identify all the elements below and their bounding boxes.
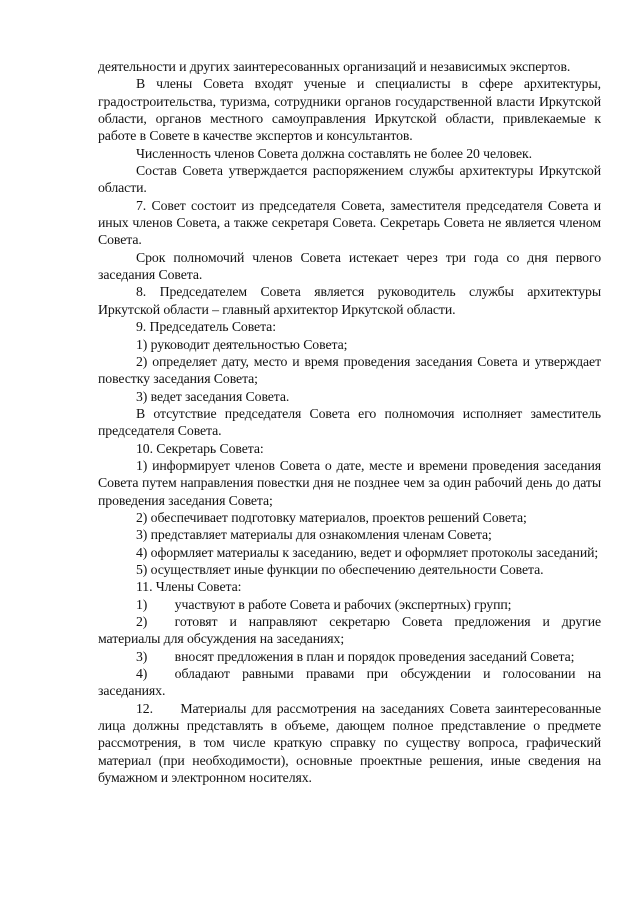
paragraph: деятельности и других заинтересованных организаций и независимых экспертов. (98, 59, 571, 74)
paragraph: Состав Совета утверждается распоряжением службы архитектуры Иркутской области. (98, 163, 601, 196)
list-item: 1) участвуют в работе Совета и рабочих (экспертных) групп; (136, 596, 512, 612)
paragraph: 10. Секретарь Совета: (136, 440, 264, 456)
list-item: 4) оформляет материалы к заседанию, ведет и оформляет протоколы заседаний; (136, 544, 599, 560)
list-item: 1) информирует членов Совета о дате, месте и времени проведения заседания Совета путем направления повестки дня не позднее чем за один рабочий день до даты проведения заседания Совета; (98, 457, 601, 508)
paragraph: 12. Материалы для рассмотрения на заседаниях Совета заинтересованные лица должны представлять в объеме, дающем полное представление о предмете рассмотрения, в том числе краткую справку по существу вопроса, графический материал (при необходимости), основные проектные решения, иные сведения на бумажном и электронном носителях. (98, 700, 601, 786)
list-item: 3) ведет заседания Совета. (136, 388, 290, 404)
list-item: 2) обеспечивает подготовку материалов, проектов решений Совета; (136, 509, 527, 525)
list-item: 4) обладают равными правами при обсуждении и голосовании на заседаниях. (98, 666, 601, 699)
paragraph: В отсутствие председателя Совета его полномочия исполняет заместитель председателя Совета. (98, 405, 601, 439)
list-item: 1) руководит деятельностью Совета; (136, 336, 348, 352)
paragraph: 9. Председатель Совета: (136, 319, 276, 335)
list-item: 2) готовят и направляют секретарю Совета предложения и другие материалы для обсуждения на заседаниях; (98, 614, 601, 647)
list-item: 3) представляет материалы для ознакомления членам Совета; (136, 527, 492, 543)
list-item: 5) осуществляет иные функции по обеспечению деятельности Совета. (136, 561, 544, 577)
paragraph: Численность членов Совета должна составлять не более 20 человек. (136, 145, 532, 161)
paragraph: 11. Члены Совета: (136, 579, 242, 595)
paragraph: 7. Совет состоит из председателя Совета, заместителя председателя Совета и иных членов Совета, а также секретаря Совета. Секретарь Совета не является членом Совета. (98, 197, 601, 248)
paragraph: Срок полномочий членов Совета истекает через три года со дня первого заседания Совета. (98, 249, 601, 283)
list-item: 3) вносят предложения в план и порядок проведения заседаний Совета; (136, 648, 575, 664)
paragraph: 8. Председателем Совета является руководитель службы архитектуры Иркутской области – главный архитектор Иркутской области. (98, 284, 601, 317)
document-body (98, 58, 601, 786)
paragraph: В члены Совета входят ученые и специалисты в сфере архитектуры, градостроительства, туризма, сотрудники органов государственной власти Иркутской области, органов местного самоуправления Иркутской области, привлекаемые к работе в Совете в качестве экспертов и консультантов. (98, 76, 601, 144)
list-item: 2) определяет дату, место и время проведения заседания Совета и утверждает повестку заседания Совета; (98, 353, 601, 387)
